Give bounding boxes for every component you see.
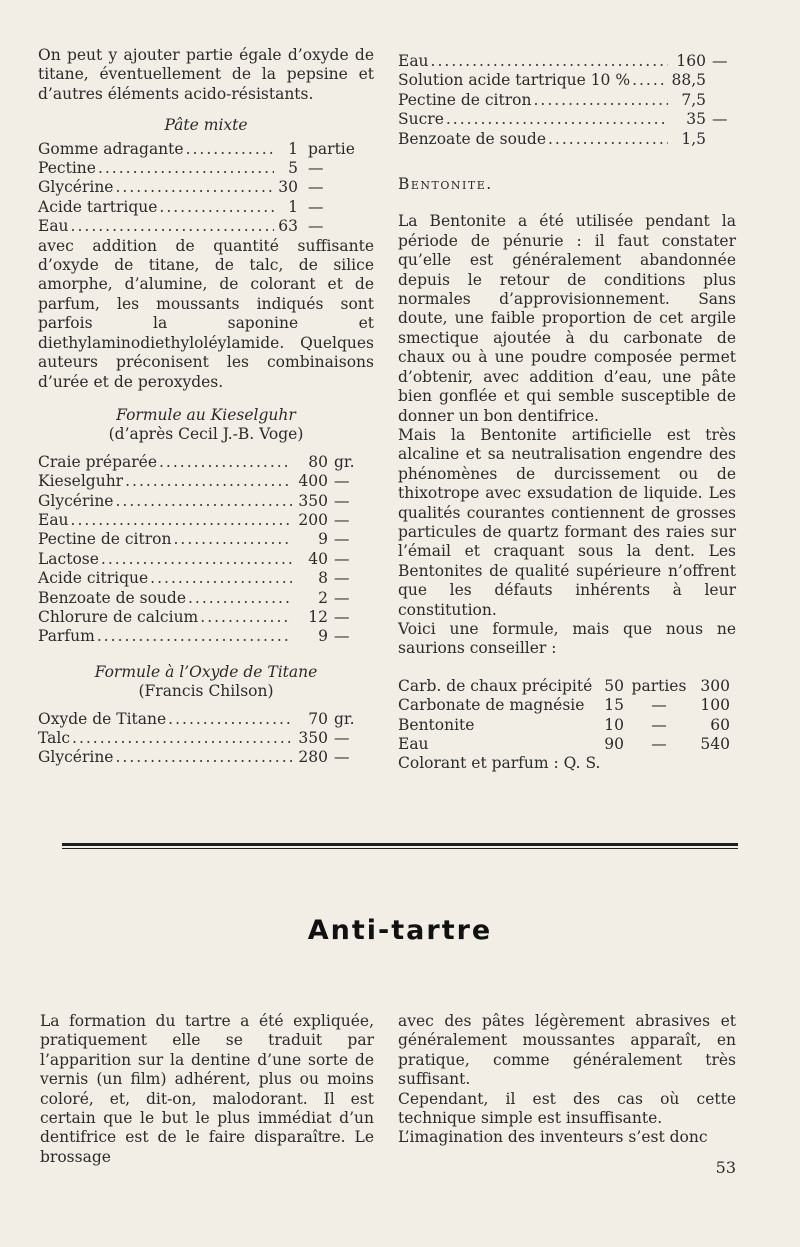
anti-tartre-paragraph-right-2: Cependant, il est des cas où cette technique simple est insuffisante. xyxy=(398,1089,736,1128)
bentonite-paragraph-3: Voici une formule, mais que nous ne saurions conseiller : xyxy=(398,619,736,658)
table-row: Pectine de citron ..... 7,5 xyxy=(398,91,736,110)
anti-tartre-paragraph-right-1: avec des pâtes légèrement abrasives et généralement moussantes apparaît, en pratique, comme généralement très suffisant. xyxy=(398,1012,736,1089)
continued-formula-table xyxy=(398,52,736,149)
table-row: Eau ..... 160 — xyxy=(398,52,736,71)
pate-mixte-table xyxy=(38,140,374,237)
table-row: Glycérine ..... 350 — xyxy=(38,492,374,511)
table-row: Acide citrique ..... 8 — xyxy=(38,569,374,588)
table-row: Eau 90 — 540 xyxy=(398,735,730,753)
left-column xyxy=(38,46,374,768)
table-row: Talc ..... 350 — xyxy=(38,729,374,748)
table-row: Kieselguhr ..... 400 — xyxy=(38,472,374,491)
bentonite-paragraph-2: Mais la Bentonite artificielle est très alcaline et sa neutralisation engendre des phénomènes de durcissement ou de thixotrope avec exsudation de liquide. Les qualités courantes contiennent de grosses particules de quartz formant des raies sur l’émail et craquant sous la dent. Les Bentonites de qualité supérieure n’offrent que les défauts inhérents à leur constitution. xyxy=(398,425,736,619)
table-row: Parfum ..... 9 — xyxy=(38,627,374,646)
table-row: Carb. de chaux précipité 50 parties 300 xyxy=(398,676,730,695)
table-row: Sucre ..... 35 — xyxy=(398,110,736,129)
pate-mixte-paragraph: avec addition de quantité suffisante d’oxyde de titane, de talc, de silice amorphe, d’alumine, de colorant et de parfum, les moussants indiqués sont parfois la saponine et diethylaminodiethyloléylamide. Quelques auteurs préconisent les combinaisons d’urée et de peroxydes. xyxy=(38,236,374,391)
table-row: Acide tartrique ..... 1 — xyxy=(38,198,374,217)
anti-tartre-paragraph-right-3: L’imagination des inventeurs s’est donc xyxy=(398,1128,708,1147)
table-row: Lactose ..... 40 — xyxy=(38,550,374,569)
table-row: Eau ..... 200 — xyxy=(38,511,374,530)
kieselguhr-subtitle: (d’après Cecil J.-B. Voge) xyxy=(108,425,304,444)
formula-last-line: Colorant et parfum : Q. S. xyxy=(398,754,601,773)
right-column xyxy=(398,52,736,774)
bentonite-title: Bentonite. xyxy=(398,175,493,194)
kieselguhr-title: Formule au Kieselguhr xyxy=(116,405,296,424)
bottom-left-column xyxy=(40,1012,374,1167)
table-row: Eau ..... 63 — xyxy=(38,217,374,236)
table-row: Chlorure de calcium ..... 12 — xyxy=(38,608,374,627)
page-number: 53 xyxy=(715,1158,736,1177)
bottom-right-column xyxy=(398,1012,736,1148)
pate-mixte-title: Pâte mixte xyxy=(164,116,248,135)
bentonite-formula-table xyxy=(398,677,730,755)
table-row: Benzoate de soude ..... 2 — xyxy=(38,589,374,608)
table-row: Carbonate de magnésie 15 — 100 xyxy=(398,696,730,715)
section-divider xyxy=(62,843,738,849)
table-row: Oxyde de Titane ..... 70 gr. xyxy=(38,710,374,729)
titane-table xyxy=(38,710,374,768)
table-row: Craie préparée ..... 80 gr. xyxy=(38,453,374,472)
table-row: Glycérine ..... 280 — xyxy=(38,748,374,767)
kieselguhr-table xyxy=(38,453,374,647)
section-heading: Anti-tartre xyxy=(307,915,493,946)
table-row: Bentonite 10 — 60 xyxy=(398,715,730,734)
titane-title: Formule à l’Oxyde de Titane xyxy=(94,662,318,681)
table-row: Gomme adragante ..... 1 partie xyxy=(38,140,374,159)
table-row: Benzoate de soude ..... 1,5 xyxy=(398,130,736,149)
intro-paragraph: On peut y ajouter partie égale d’oxyde de titane, éventuellement de la pepsine et d’autres éléments acido-résistants. xyxy=(38,46,374,103)
anti-tartre-paragraph-left: La formation du tartre a été expliquée, pratiquement elle se traduit par l’apparition sur la dentine d’une sorte de vernis (un film) adhérent, plus ou moins coloré, et, dit-on, malodorant. Il est certain que le but le plus immédiat d’un dentifrice est de le faire disparaître. Le brossage xyxy=(40,1012,374,1166)
table-row: Pectine de citron ..... 9 — xyxy=(38,530,374,549)
table-row: Glycérine ..... 30 — xyxy=(38,178,374,197)
titane-subtitle: (Francis Chilson) xyxy=(138,682,274,701)
table-row: Pectine ..... 5 — xyxy=(38,159,374,178)
table-row: Solution acide tartrique 10 % ..... 88,5 xyxy=(398,71,736,90)
bentonite-paragraph-1: La Bentonite a été utilisée pendant la période de pénurie : il faut constater qu’elle est généralement abandonnée depuis le retour de conditions plus normales d’approvisionnement. Sans doute, une faible proportion de cet argile smectique ajoutée à du carbonate de chaux ou à une poudre composée permet d’obtenir, avec addition d’eau, une pâte bien gonflée et qui semble susceptible de donner un bon dentifrice. xyxy=(398,212,736,425)
